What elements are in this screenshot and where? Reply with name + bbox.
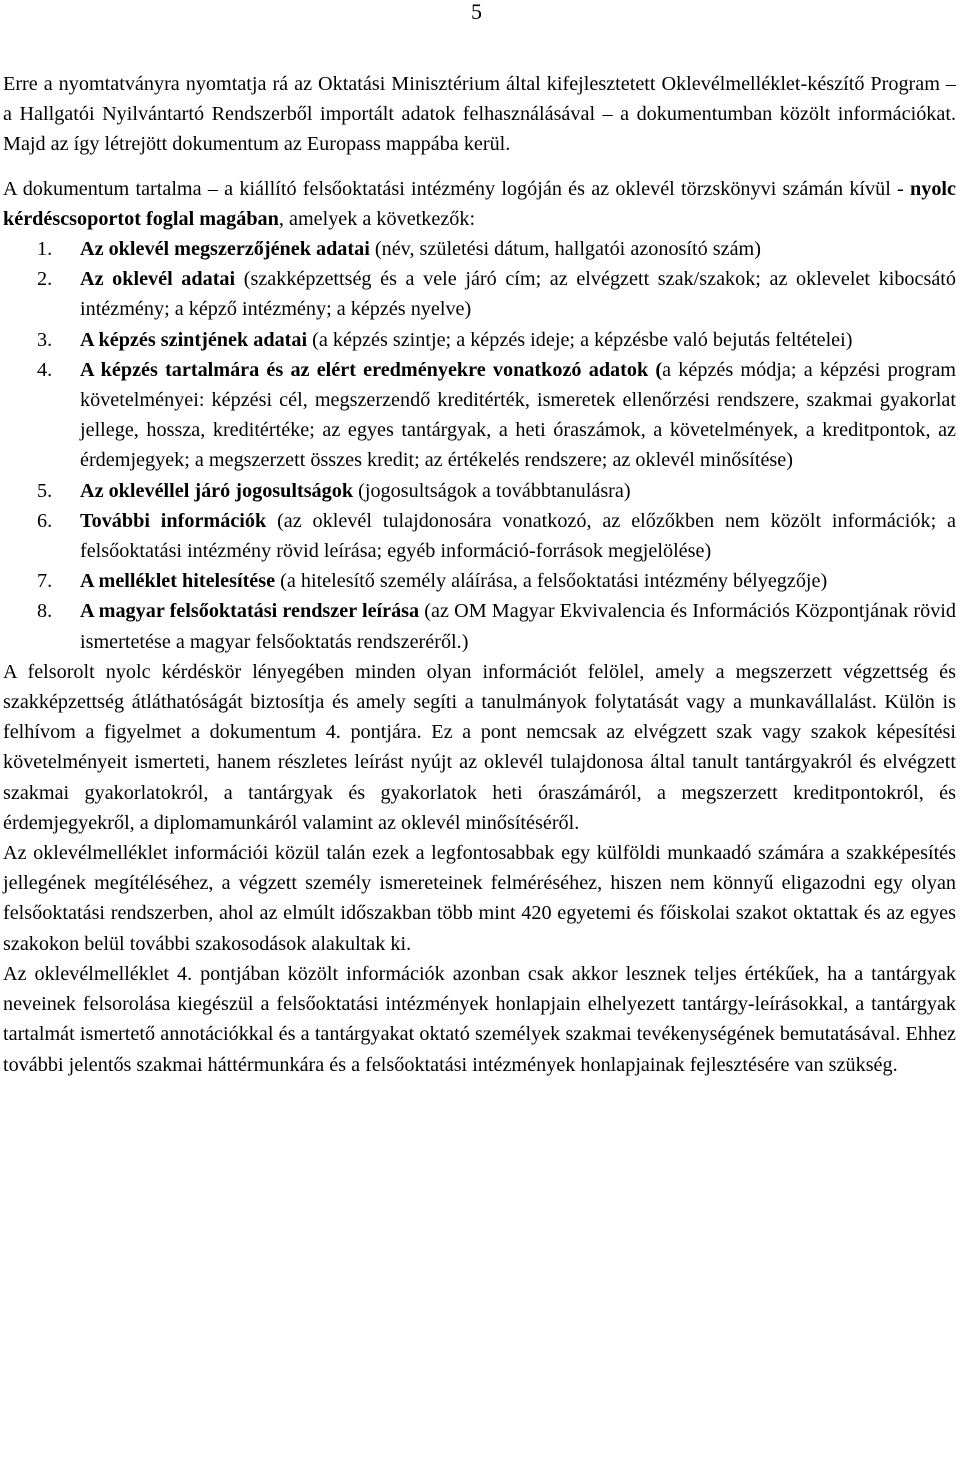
content-paragraph-bold: nyolc kérdéscsoportot foglal magában: [3, 177, 956, 230]
page-number: 5: [471, 0, 482, 24]
list-item-text: (név, születési dátum, hallgatói azonosító szám): [369, 238, 761, 261]
question-group-list: [3, 234, 956, 657]
list-item: [3, 506, 956, 566]
summary-paragraph: A felsorolt nyolc kérdéskör lényegében minden olyan információt felölel, amely a megszerzett végzettség és szakképzettség átláthatóságát biztosítja és amely segíti a tanulmányok folytatását vagy a munkavállalást. Külön is felhívom a figyelmet a dokumentum 4. pontjára. Ez a pont nemcsak az elvégzett szak vagy szakok képesítési követelményeit ismerteti, hanem részletes leírást nyújt az oklevél tulajdonosa által tanult tantárgyakról és elvégzett szakmai gyakorlatokról, a tantárgyak és gyakorlatok heti óraszámáról, a megszerzett kreditpontokról, és érdemjegyekről, a diplomamunkáról valamint az oklevél minősítéséről.: [3, 660, 956, 834]
list-item-title: Az oklevél megszerzőjének adatai: [80, 238, 370, 261]
content-paragraph-text-before: A dokumentum tartalma – a kiállító felsőoktatási intézmény logóján és az oklevél törzskönyvi számán kívül -: [3, 177, 911, 200]
list-item-number: 5.: [37, 479, 53, 502]
list-item-text: (szakképzettség és a vele járó cím; az elvégzett szak/szakok; az oklevelet kibocsátó intézmény; a képző intézmény; a képzés nyelve): [80, 268, 956, 321]
list-item-number: 4.: [37, 358, 53, 381]
list-item: [3, 264, 956, 324]
list-item-title: Az oklevéllel járó jogosultságok: [80, 479, 354, 502]
list-item-text: (a hitelesítő személy aláírása, a felsőoktatási intézmény bélyegzője): [275, 570, 828, 593]
list-item-number: 3.: [37, 328, 53, 351]
list-item-text: (az oklevél tulajdonosára vonatkozó, az előzőkben nem közölt információk; a felsőoktatási intézmény rövid leírása; egyéb információ-források megjelölése): [80, 509, 956, 563]
list-item-number: 6.: [37, 509, 53, 532]
closing-paragraph: Az oklevélmelléklet 4. pontjában közölt információk azonban csak akkor lesznek teljes értékűek, ha a tantárgyak neveinek felsorolása kiegészül a felsőoktatási intézmények honlapjain elhelyezett tantárgy-leírásokkal, a tantárgyak tartalmát ismertető annotációkkal és a tantárgyakat oktató személyek szakmai tevékenységének bemutatásával. Ehhez további jelentős szakmai háttérmunkára és a felsőoktatási intézmények honlapjainak fejlesztésére van szükség.: [3, 962, 956, 1076]
list-item: [3, 234, 956, 264]
list-item-title: A melléklet hitelesítése: [80, 570, 276, 593]
list-item-number: 1.: [37, 238, 53, 261]
intro-paragraph: Erre a nyomtatványra nyomtatja rá az Oktatási Minisztérium által kifejlesztetett Oklevélmelléklet-készítő Program – a Hallgatói Nyilvántartó Rendszerből importált adatok felhasználásával – a dokumentumban közölt információkat. Majd az így létrejött dokumentum az Europass mappába kerül.: [3, 73, 956, 156]
list-item-text: a képzés módja; a képzési program követelményei: képzési cél, megszerzendő kreditérték, ismeretek ellenőrzési rendszere, szakmai gyakorlat jellege, hossza, kreditértéke; az egyes tantárgyak, a heti óraszámok, a követelmények, a kreditpontok, az érdemjegyek; a megszerzett összes kredit; az értékelés rendszere; az oklevél minősítése): [80, 358, 956, 472]
list-item-title: A képzés szintjének adatai: [80, 328, 308, 351]
list-item-title: A képzés tartalmára és az elért eredményekre vonatkozó adatok (: [80, 358, 663, 381]
content-paragraph-text-after: , amelyek a következők:: [278, 207, 476, 230]
content-paragraph: [3, 174, 956, 234]
paragraph-gap: [3, 160, 956, 174]
document-body: [3, 69, 956, 1080]
list-item-title: Az oklevél adatai: [80, 268, 236, 291]
list-item: [3, 566, 956, 596]
list-item: [3, 476, 956, 506]
list-item-text: (az OM Magyar Ekvivalencia és Információs Központjának rövid ismertetése a magyar felsőoktatás rendszeréről.): [80, 600, 956, 653]
list-item: [3, 325, 956, 355]
list-item-number: 2.: [37, 268, 53, 291]
list-item-title: A magyar felsőoktatási rendszer leírása: [80, 600, 420, 623]
list-item-text: (a képzés szintje; a képzés ideje; a képzésbe való bejutás feltételei): [307, 328, 853, 351]
list-item: [3, 596, 956, 656]
list-item-title: További információk: [80, 509, 267, 532]
list-item-number: 8.: [37, 600, 53, 623]
list-item-text: (jogosultságok a továbbtanulásra): [353, 479, 631, 502]
list-item: [3, 355, 956, 476]
list-item-number: 7.: [37, 570, 53, 593]
importance-paragraph: Az oklevélmelléklet információi közül talán ezek a legfontosabbak egy külföldi munkaadó számára a szakképesítés jellegének megítéléséhez, a végzett személy ismereteinek felméréséhez, hiszen nem könnyű eligazodni egy olyan felsőoktatási rendszerben, ahol az elmúlt időszakban több mint 420 egyetemi és főiskolai szakot oktattak és az egyes szakokon belül további szakosodások alakultak ki.: [3, 842, 956, 955]
